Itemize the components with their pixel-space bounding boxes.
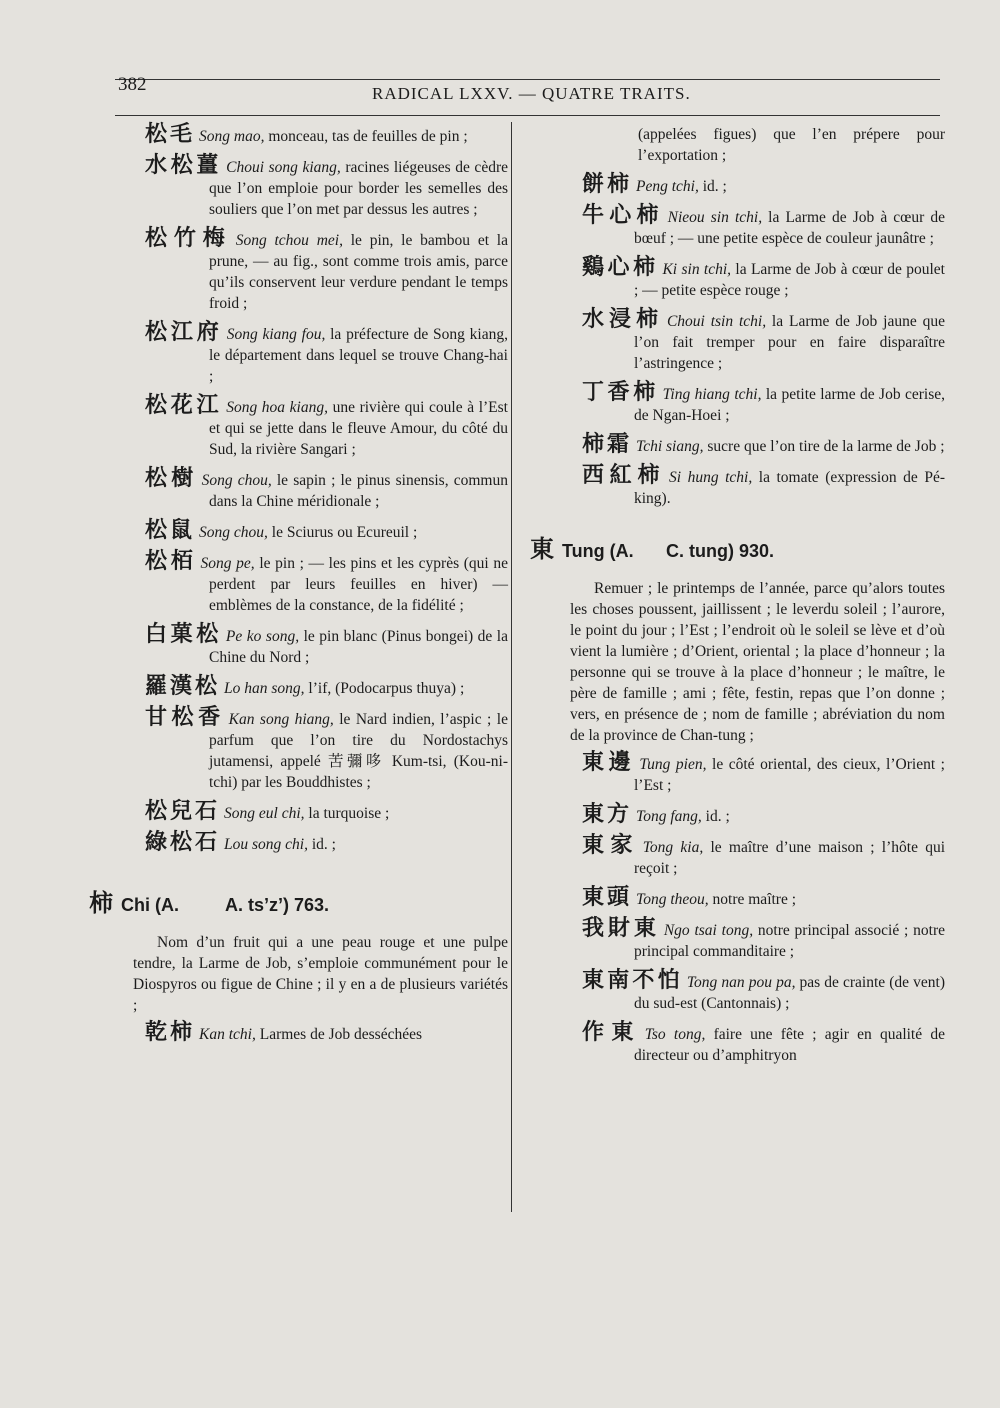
entry-romanization: Ki sin tchi, <box>662 261 732 278</box>
entry-definition: la Larme de Job à cœur de bœuf ; — une petite espèce de couleur jaunâtre ; <box>634 209 945 247</box>
entry-romanization: Song chou, <box>199 524 268 541</box>
entry-definition: la Larme de Job à cœur de poulet ; — petite espèce rouge ; <box>634 261 945 299</box>
entry-romanization: Ngo tsai tong, <box>663 922 754 939</box>
section-character: 東 <box>530 535 557 563</box>
column-divider <box>511 122 512 1212</box>
entry-definition: le Nard indien, l’aspic ; le parfum que l’on tire du Nordostachys jutamensi, appelé 苦彌哆 Kum-tsi, (Kou-ni-tchi) par les Bouddhistes ; <box>209 711 508 791</box>
entry-definition: le Sciurus ou Ecureuil ; <box>267 524 418 541</box>
entry-definition: le pin ; — les pins et les cyprès (qui ne perdent par leurs feuilles en hiver) — emblèmes de la constance, de la fidélité ; <box>209 555 508 614</box>
entry-characters: 松毛 <box>145 122 196 147</box>
entry-romanization: Choui tsin tchi, <box>666 313 767 330</box>
section-reference: A. ts’z’) 763. <box>225 895 330 915</box>
dictionary-entry <box>133 322 508 387</box>
entry-romanization: Tung pien, <box>639 756 707 773</box>
entry-definition: le maître d’une maison ; l’hôte qui reçoit ; <box>634 839 945 877</box>
entry-characters: 西紅柿 <box>582 463 665 488</box>
right-entries <box>530 174 945 509</box>
entry-definition: notre maître ; <box>708 891 797 908</box>
entry-romanization: Song tchou mei, <box>235 232 343 249</box>
dictionary-entry <box>133 468 508 512</box>
dictionary-entry <box>530 382 945 426</box>
entry-definition: sucre que l’on tire de la larme de Job ; <box>703 438 945 455</box>
entry-characters: 白菓松 <box>145 622 222 647</box>
entry-characters: 東頭 <box>582 885 633 910</box>
entry-romanization: Choui song kiang, <box>226 159 341 176</box>
dictionary-entry <box>133 520 508 543</box>
entry-romanization: Lou song chi, <box>224 836 308 853</box>
left-column <box>89 122 508 1053</box>
entry-characters: 柿霜 <box>582 432 633 457</box>
dictionary-entry <box>133 801 508 824</box>
entry-romanization: Peng tchi, <box>636 178 699 195</box>
dictionary-entry <box>530 205 945 249</box>
entry-romanization: Pe ko song, <box>225 628 300 645</box>
section-heading-tung <box>530 529 945 564</box>
entry-romanization: Tong nan pou pa, <box>686 974 796 991</box>
dictionary-entry <box>530 804 945 827</box>
entry-definition: la tomate (expression de Pé-king). <box>634 469 945 507</box>
dictionary-entry <box>530 835 945 879</box>
entry-characters: 松江府 <box>145 320 223 345</box>
dictionary-entry <box>133 624 508 668</box>
top-rule <box>115 79 940 80</box>
entry-romanization: Nieou sin tchi, <box>667 209 763 226</box>
entry-definition: la turquoise ; <box>304 805 390 822</box>
right-entries-2 <box>530 752 945 1066</box>
running-head: RADICAL LXXV. — QUATRE TRAITS. <box>372 84 691 103</box>
entry-definition: id. ; <box>701 808 730 825</box>
section-definition: Nom d’un fruit qui a une peau rouge et une pulpe tendre, la Larme de Job, s’emploie communément pour le Diospyros ou figue de Chine ; il y en a de plusieurs variétés ; <box>133 934 508 1014</box>
entry-definition: notre principal associé ; notre principal commanditaire ; <box>634 922 945 960</box>
entry-romanization: Ting hiang tchi, <box>662 386 762 403</box>
entry-definition: faire une fête ; agir en qualité de directeur ou d’amphitryon <box>634 1026 945 1064</box>
dictionary-entry <box>133 124 508 147</box>
dictionary-entry <box>530 434 945 457</box>
entry-characters: 綠松石 <box>145 830 221 855</box>
dictionary-entry <box>530 752 945 796</box>
continued-text: (appelées figues) que l’en prépere pour l’exportation ; <box>638 126 945 164</box>
dictionary-entry <box>133 832 508 855</box>
entry-characters: 松栢 <box>145 549 197 574</box>
entry-characters: 松樹 <box>145 466 198 491</box>
right-column <box>530 124 945 1074</box>
section-heading-chi <box>89 883 508 918</box>
entry-characters: 羅漢松 <box>145 674 221 699</box>
entry-characters: 東南不怕 <box>582 968 683 993</box>
entry-characters: 東邊 <box>582 750 636 775</box>
entry-characters: 鷄心柿 <box>582 255 659 280</box>
entry-definition: l’if, (Podocarpus thuya) ; <box>304 680 465 697</box>
dictionary-entry <box>530 1022 945 1066</box>
entry-definition: le sapin ; le pinus sinensis, commun dans la Chine méridionale ; <box>209 472 508 510</box>
dictionary-entry <box>530 174 945 197</box>
entry-characters: 東方 <box>582 802 633 827</box>
entry-definition: la Larme de Job jaune que l’on fait tremper pour en faire disparaître l’astringence ; <box>634 313 945 372</box>
dictionary-entry <box>133 228 508 314</box>
left-entries <box>133 124 508 855</box>
entry-romanization: Tso tong, <box>644 1026 706 1043</box>
header-rule <box>115 115 940 116</box>
entry-characters: 水松薑 <box>145 153 223 178</box>
entry-definition: id. ; <box>698 178 727 195</box>
entry-definition: monceau, tas de feuilles de pin ; <box>264 128 468 145</box>
entry-romanization: Si hung tchi, <box>668 469 753 486</box>
entry-definition: une rivière qui coule à l’Est et qui se jette dans le fleuve Amour, du côté du Sud, la rivière Sangari ; <box>209 399 508 458</box>
entry-romanization: Song eul chi, <box>224 805 305 822</box>
section-lead: Tung (A. <box>562 541 634 561</box>
entry-characters: 作東 <box>582 1020 641 1045</box>
dictionary-entry <box>530 970 945 1014</box>
section-lead: Chi (A. <box>121 895 180 915</box>
entry-romanization: Tong theou, <box>636 891 709 908</box>
dictionary-entry <box>133 155 508 220</box>
section-definition: Remuer ; le printemps de l’année, parce qu’alors toutes les choses poussent, jaillissent ; le leverdu soleil ; l’aurore, le point du jour ; l’Est ; l’endroit où le soleil se lève et d’où vient la lumière ; d’Orient, oriental ; la place d’honneur ; la personne qui se trouve à la place d’honneur ; le maître, le père de famille ; ami ; fête, festin, repas que l’on donne ; vers, en présence de ; nom de famille ; abréviation du nom de la province de Chan-tung ; <box>570 580 945 744</box>
entry-definition: la petite larme de Job cerise, de Ngan-Hoei ; <box>634 386 945 424</box>
entry-romanization: Song hoa kiang, <box>226 399 328 416</box>
page-number: 382 <box>118 74 147 95</box>
entry-definition: Larmes de Job desséchées <box>255 1026 422 1043</box>
entry-characters: 松鼠 <box>145 518 196 543</box>
entry-definition: racines liégeuses de cèdre que l’on emploie pour border les semelles des souliers que l’on met par dessus les autres ; <box>209 159 508 218</box>
dictionary-entry <box>530 918 945 962</box>
entry-romanization: Tong fang, <box>636 808 702 825</box>
section-character: 柿 <box>89 889 116 917</box>
entry-romanization: Song kiang fou, <box>226 326 326 343</box>
dictionary-entry <box>530 257 945 301</box>
entry-romanization: Kan song hiang, <box>228 711 334 728</box>
entry-romanization: Song mao, <box>199 128 265 145</box>
entry-characters: 松兒石 <box>145 799 221 824</box>
entry-characters: 丁香柿 <box>582 380 659 405</box>
entry-definition: le pin, le bambou et la prune, — au fig., sont comme trois amis, parce qu’ils conservent leur verdure pendant le temps froid ; <box>209 232 508 312</box>
dictionary-entry <box>530 887 945 910</box>
entry-characters: 水浸柿 <box>582 307 663 332</box>
entry-characters: 餅柿 <box>582 172 633 197</box>
entry-romanization: Song pe, <box>200 555 255 572</box>
entry-characters: 東家 <box>582 833 639 858</box>
entry-romanization: Tchi siang, <box>636 438 704 455</box>
entry-romanization: Song chou, <box>201 472 272 489</box>
entry-characters: 松花江 <box>145 393 223 418</box>
dictionary-entry <box>133 551 508 616</box>
entry-characters: 我財東 <box>582 916 660 941</box>
entry-romanization: Lo han song, <box>224 680 305 697</box>
entry-romanization: Kan tchi, <box>199 1026 256 1043</box>
entry-definition: la préfecture de Song kiang, le département dans lequel se trouve Chang-hai ; <box>209 326 508 385</box>
dictionary-entry <box>133 707 508 793</box>
dictionary-entry <box>133 1022 508 1045</box>
dictionary-entry <box>530 309 945 374</box>
dictionary-entry <box>530 465 945 509</box>
section-reference: C. tung) 930. <box>666 541 775 561</box>
entry-characters: 牛心柿 <box>582 203 664 228</box>
entry-romanization: Tong kia, <box>642 839 704 856</box>
entry-characters: 松竹梅 <box>145 226 232 251</box>
entry-characters: 甘松香 <box>145 705 225 730</box>
dictionary-entry <box>133 676 508 699</box>
entry-definition: id. ; <box>307 836 336 853</box>
entry-characters: 乾柿 <box>145 1020 196 1045</box>
entry-definition: le côté oriental, des cieux, l’Orient ; l’Est ; <box>634 756 945 794</box>
entry-definition: pas de crainte (de vent) du sud-est (Cantonnais) ; <box>634 974 945 1012</box>
dictionary-entry <box>133 395 508 460</box>
entry-definition: le pin blanc (Pinus bongei) de la Chine du Nord ; <box>209 628 508 666</box>
